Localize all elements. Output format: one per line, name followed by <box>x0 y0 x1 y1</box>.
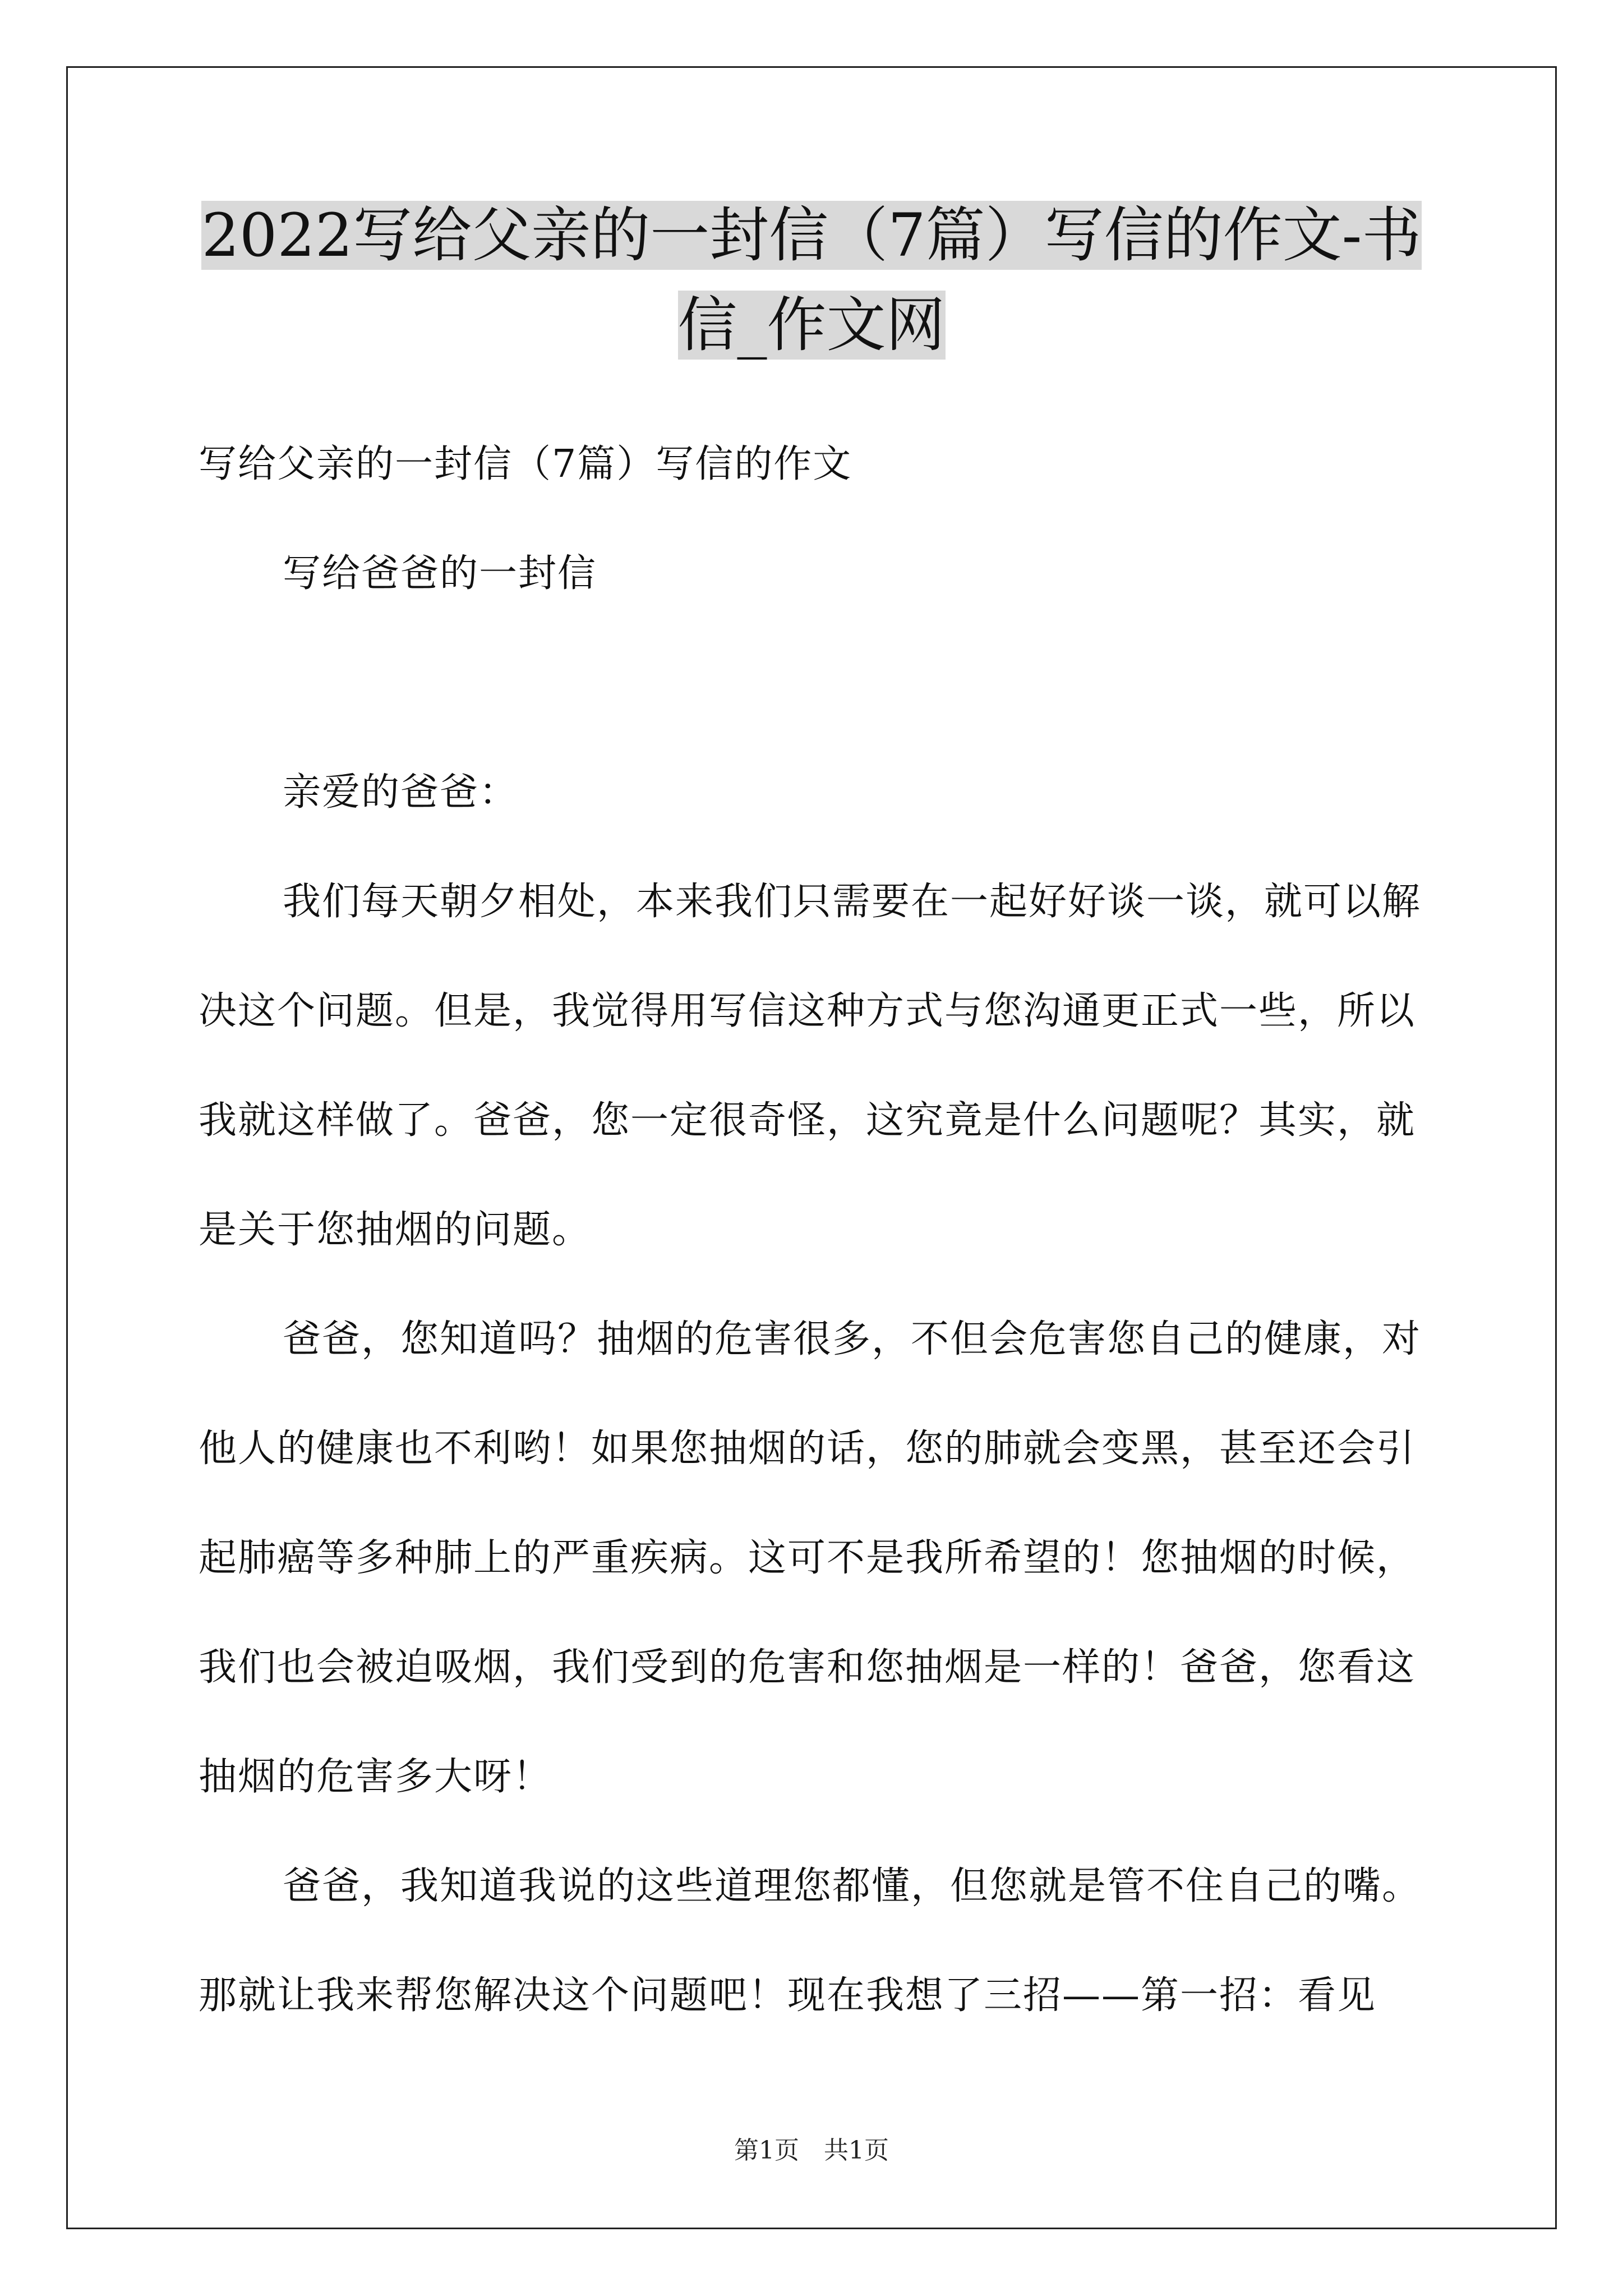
document-body <box>199 409 1432 2050</box>
blank-line <box>199 628 1432 738</box>
paragraph-salutation: 亲爱的爸爸： <box>283 770 519 815</box>
paragraph-1: 我们每天朝夕相处，本来我们只需要在一起好好谈一谈，就可以解决这个问题。但是，我觉得用写信这种方式与您沟通更正式一些，所以我就这样做了。爸爸，您一定很奇怪，这究竟是什么问题呢？其实，就是关于您抽烟的问题。 <box>199 880 1422 1252</box>
title-text: 2022写给父亲的一封信（7篇）写信的作文-书信_作文网 <box>201 201 1422 360</box>
paragraph-subtitle: 写给父亲的一封信（7篇）写信的作文 <box>199 442 852 486</box>
paragraph-2: 爸爸，您知道吗？抽烟的危害很多，不但会危害您自己的健康，对他人的健康也不利哟！如果您抽烟的话，您的肺就会变黑，甚至还会引起肺癌等多种肺上的严重疾病。这可不是我所希望的！您抽烟的时候，我们也会被迫吸烟，我们受到的危害和您抽烟是一样的！爸爸，您看这抽烟的危害多大呀！ <box>199 1317 1422 1799</box>
paragraph-3: 爸爸，我知道我说的这些道理您都懂，但您就是管不住自己的嘴。那就让我来帮您解决这个问题吧！现在我想了三招——第一招：看见 <box>199 1864 1422 2018</box>
page-footer: 第1页 共1页 <box>734 2136 889 2165</box>
paragraph-heading: 写给爸爸的一封信 <box>283 551 597 596</box>
document-title <box>185 191 1438 370</box>
